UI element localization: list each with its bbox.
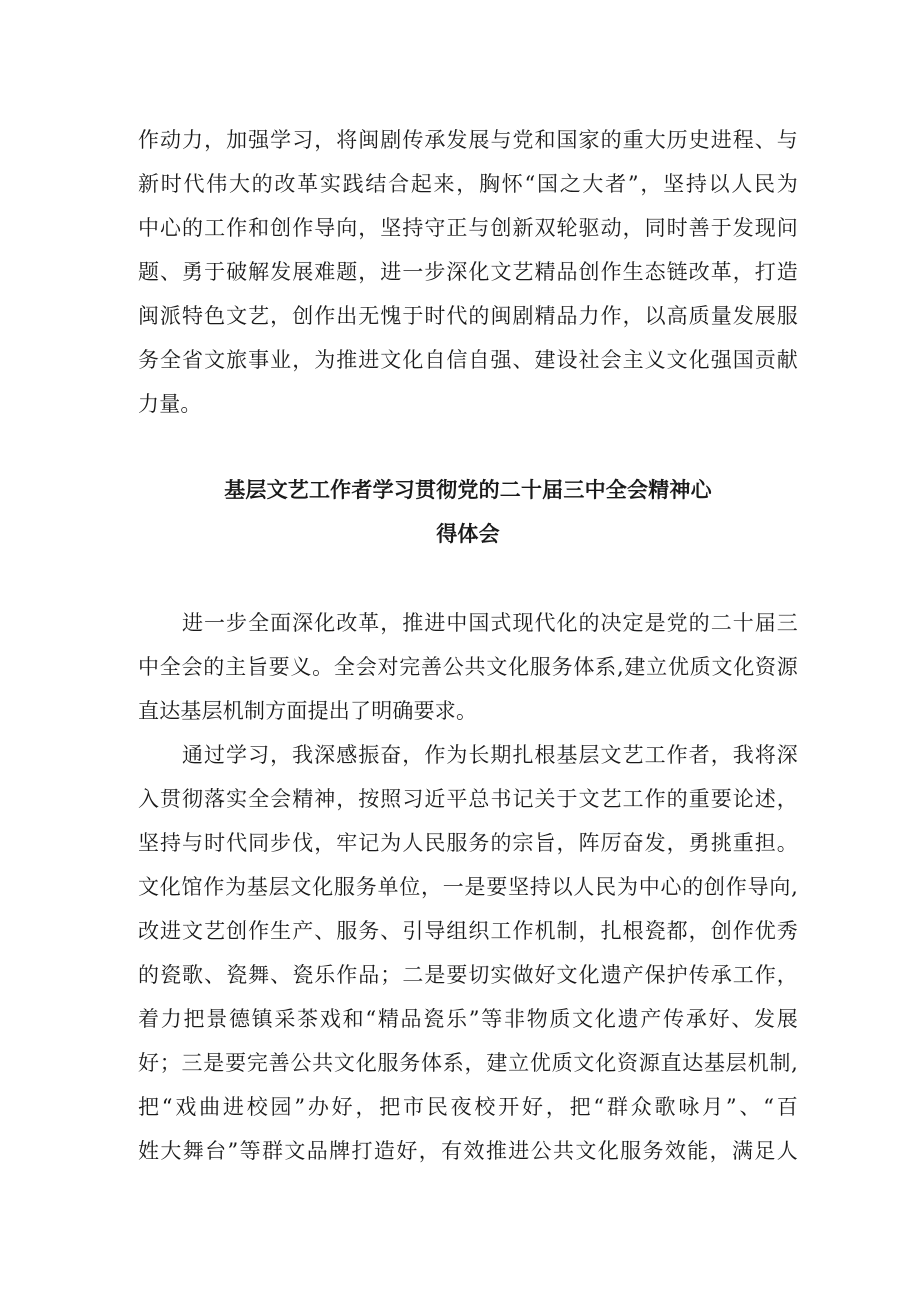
paragraph-line: 中心的工作和创作导向，坚持守正与创新双轮驱动，同时善于发现问 xyxy=(138,216,798,240)
paragraph-line: 的瓷歌、瓷舞、瓷乐作品；二是要切实做好文化遗产保护传承工作， xyxy=(138,963,798,987)
paragraph-line: 改进文艺创作生产、服务、引导组织工作机制，扎根瓷都，创作优秀 xyxy=(138,919,798,943)
paragraph-line: 把“戏曲进校园”办好，把市民夜校开好，把“群众歌咏月”、“百 xyxy=(138,1095,798,1119)
paragraph-1 xyxy=(138,601,798,733)
paragraph-line: 直达基层机制方面提出了明确要求。 xyxy=(138,699,478,723)
paragraph-line: 进一步全面深化改革，推进中国式现代化的决定是党的二十届三 xyxy=(182,611,798,635)
paragraph-2 xyxy=(138,733,798,1173)
paragraph-line: 新时代伟大的改革实践结合起来，胸怀“国之大者”，坚持以人民为 xyxy=(138,172,798,196)
paragraph-line: 中全会的主旨要义。全会对完善公共文化服务体系,建立优质文化资源 xyxy=(138,655,798,679)
paragraph-line: 坚持与时代同步伐，牢记为人民服务的宗旨，阵厉奋发，勇挑重担。 xyxy=(138,831,798,855)
article-title xyxy=(138,468,798,556)
paragraph-line: 务全省文旅事业，为推进文化自信自强、建设社会主义文化强国贡献 xyxy=(138,348,798,372)
paragraph-line: 闽派特色文艺，创作出无愧于时代的闽剧精品力作，以高质量发展服 xyxy=(138,304,798,328)
paragraph-line: 着力把景德镇采茶戏和“精品瓷乐”等非物质文化遗产传承好、发展 xyxy=(138,1007,798,1031)
article-title-line-2: 得体会 xyxy=(436,522,500,546)
paragraph-line: 姓大舞台”等群文品牌打造好，有效推进公共文化服务效能，满足人 xyxy=(138,1139,798,1163)
article-title-line-1: 基层文艺工作者学习贯彻党的二十届三中全会精神心 xyxy=(224,478,712,502)
paragraph-line: 文化馆作为基层文化服务单位，一是要坚持以人民为中心的创作导向, xyxy=(138,875,798,899)
top-paragraph xyxy=(138,118,798,426)
paragraph-line: 入贯彻落实全会精神，按照习近平总书记关于文艺工作的重要论述， xyxy=(138,787,798,811)
paragraph-line: 通过学习，我深感振奋，作为长期扎根基层文艺工作者，我将深 xyxy=(182,743,798,767)
paragraph-line: 题、勇于破解发展难题，进一步深化文艺精品创作生态链改革，打造 xyxy=(138,260,798,284)
paragraph-line: 好；三是要完善公共文化服务体系，建立优质文化资源直达基层机制, xyxy=(138,1051,798,1075)
paragraph-line: 力量。 xyxy=(138,392,202,416)
paragraph-line: 作动力，加强学习，将闽剧传承发展与党和国家的重大历史进程、与 xyxy=(138,128,798,152)
